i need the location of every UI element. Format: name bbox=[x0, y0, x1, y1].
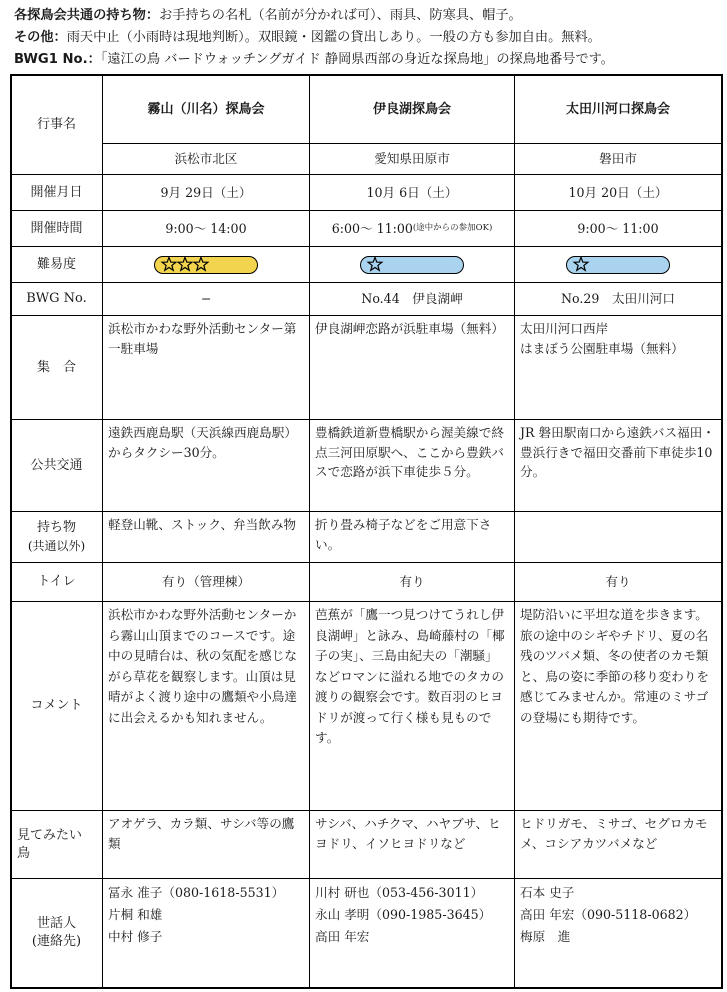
bwg-note bbox=[14, 50, 726, 70]
row-label-contact bbox=[11, 879, 102, 987]
row-label-bwg: BWG No. bbox=[26, 291, 87, 306]
event1-date: 9月 29日（土） bbox=[160, 184, 252, 200]
event2-name: 伊良湖探鳥会 bbox=[372, 101, 451, 117]
row-label-contact-line1: 世話人 bbox=[36, 916, 76, 931]
event3-bwg: No.29 太田川河口 bbox=[561, 291, 675, 307]
event1-time bbox=[103, 211, 309, 246]
star-icon bbox=[178, 257, 192, 270]
row-label-transport: 公共交通 bbox=[30, 457, 83, 473]
contact-person: 冨永 准子（080-1618-5531） bbox=[108, 885, 285, 900]
event1-toilet: 有り（管理棟） bbox=[161, 574, 251, 590]
bwg-note-text: 「遠江の鳥 バードウォッチングガイド 静岡県西部の身近な探鳥地」の探鳥地番号です。 bbox=[100, 52, 614, 67]
star-icon bbox=[368, 257, 382, 270]
row-label-items-line1: 持ち物 bbox=[36, 520, 76, 535]
contact-person: 片桐 和雄 bbox=[108, 907, 163, 922]
row-label-meet: 集 合 bbox=[36, 359, 76, 375]
common-items-text: お手持ちの名札（名前が分かれば可）、雨具、防寒具、帽子。 bbox=[159, 8, 522, 23]
event1-contacts bbox=[103, 879, 309, 987]
row-label-contact-line2: (連絡先) bbox=[31, 934, 82, 949]
event1-name: 霧山（川名）探鳥会 bbox=[147, 101, 265, 117]
bwg-note-label: BWG1 No.： bbox=[14, 52, 101, 67]
event1-items: 軽登山靴、ストック、弁当飲み物 bbox=[108, 517, 297, 532]
row-label-items-line2: (共通以外) bbox=[27, 539, 86, 553]
common-items-note bbox=[14, 6, 726, 26]
event1-bwg: − bbox=[200, 291, 212, 307]
row-label-event: 行事名 bbox=[36, 117, 76, 132]
star-icon bbox=[162, 257, 176, 270]
meet-line: 伊良湖岬恋路が浜駐車場（無料） bbox=[315, 321, 504, 336]
event2-toilet: 有り bbox=[399, 574, 425, 590]
event2-difficulty bbox=[310, 247, 514, 282]
row-label-date: 開催月日 bbox=[30, 184, 83, 200]
contact-person: 永山 孝明（090-1985-3645） bbox=[315, 907, 492, 922]
row-label-toilet: トイレ bbox=[37, 574, 76, 589]
other-label: その他： bbox=[14, 30, 67, 45]
event2-comment: 芭蕉が「鷹一つ見つけてうれし伊良湖岬」と詠み、島崎藤村の「椰子の実」、三島由紀夫の「潮騒」などロマンに溢れる地でのタカの渡りの観察会です。数百羽のヒヨドリが渡って行く様も見ものです。 bbox=[315, 607, 505, 745]
event3-contacts bbox=[515, 879, 721, 987]
event3-difficulty bbox=[515, 247, 721, 282]
event3-transport: JR 磐田駅南口から遠鉄バス福田・豊浜行きで福田交番前下車徒歩10分。 bbox=[520, 425, 715, 479]
event1-transport: 遠鉄西鹿島駅（天浜線西鹿島駅）からタクシー30分。 bbox=[108, 425, 297, 460]
event1-difficulty bbox=[103, 247, 309, 282]
row-label-birds bbox=[11, 811, 102, 878]
time-range: 9:00〜 11:00 bbox=[577, 220, 659, 236]
star-icon bbox=[574, 257, 588, 270]
row-label-items bbox=[11, 512, 102, 562]
other-note bbox=[14, 28, 726, 48]
event2-birds: サシバ、ハチクマ、ハヤブサ、ヒヨドリ、イソヒヨドリなど bbox=[315, 816, 501, 851]
event3-toilet: 有り bbox=[605, 574, 631, 590]
row-label-birds-line1: 見てみたい bbox=[17, 827, 83, 843]
row-label-comment: コメント bbox=[30, 698, 83, 713]
event1-place: 浜松市北区 bbox=[174, 151, 238, 167]
event2-date: 10月 6日（土） bbox=[366, 184, 458, 200]
event3-meet bbox=[515, 316, 721, 419]
event3-date: 10月 20日（土） bbox=[568, 184, 668, 200]
contact-person: 高田 年宏 bbox=[315, 929, 370, 944]
difficulty-rating bbox=[154, 256, 258, 274]
difficulty-rating bbox=[360, 256, 464, 274]
other-text: 雨天中止（小雨時は現地判断）。双眼鏡・図鑑の貸出しあり。一般の方も参加自由。無料。 bbox=[66, 30, 601, 45]
contact-person: 梅原 進 bbox=[520, 929, 571, 944]
time-range: 9:00〜 14:00 bbox=[165, 220, 247, 236]
meet-line: はまぼう公園駐車場（無料） bbox=[520, 340, 684, 356]
event1-birds: アオゲラ、カラ類、サシバ等の鷹類 bbox=[108, 816, 295, 851]
event2-contacts bbox=[310, 879, 514, 987]
time-note: (途中からの参加OK) bbox=[412, 222, 493, 233]
meet-line: 太田川河口西岸 bbox=[520, 321, 609, 336]
event3-time bbox=[515, 211, 721, 246]
time-range: 6:00〜 11:00 bbox=[331, 220, 413, 236]
event2-meet bbox=[310, 316, 514, 419]
event1-comment: 浜松市かわな野外活動センターから霧山山頂までのコースです。途中の見晴台は、秋の気配を感じながら草花を観察します。山頂は見晴がよく渡り途中の鷹類や小鳥達に出会えるかも知れません。 bbox=[108, 607, 297, 725]
meet-line: 浜松市かわな野外活動センター第一駐車場 bbox=[108, 321, 297, 356]
event1-meet bbox=[103, 316, 309, 419]
row-label-time: 開催時間 bbox=[30, 220, 83, 236]
contact-person: 中村 修子 bbox=[108, 929, 163, 944]
event2-items: 折り畳み椅子などをご用意下さい。 bbox=[315, 517, 492, 552]
event2-transport: 豊橋鉄道新豊橋駅から渥美線で終点三河田原駅へ、ここから豊鉄バスで恋路が浜下車徒歩５分。 bbox=[315, 425, 504, 479]
contact-person: 川村 研也（053-456-3011） bbox=[315, 885, 484, 900]
contact-person: 石本 史子 bbox=[520, 885, 575, 900]
star-icon bbox=[194, 257, 208, 270]
row-label-difficulty: 難易度 bbox=[36, 256, 76, 272]
event3-birds: ヒドリガモ、ミサゴ、セグロカモメ、コシアカツバメなど bbox=[520, 816, 708, 851]
row-label-birds-line2: 鳥 bbox=[17, 845, 31, 861]
event2-time bbox=[310, 211, 514, 246]
event3-name: 太田川河口探鳥会 bbox=[565, 101, 670, 117]
contact-person: 高田 年宏（090-5118-0682） bbox=[520, 907, 697, 922]
event2-bwg: No.44 伊良湖岬 bbox=[361, 291, 463, 307]
event3-items bbox=[515, 512, 721, 562]
event2-place: 愛知県田原市 bbox=[374, 151, 450, 167]
common-items-label: 各探鳥会共通の持ち物： bbox=[14, 8, 160, 23]
event3-place: 磐田市 bbox=[599, 151, 637, 167]
event3-comment: 堤防沿いに平坦な道を歩きます。旅の途中のシギやチドリ、夏の名残のツバメ類、冬の使者のカモ類と、鳥の姿に季節の移り変わりを感じてみませんか。常連のミサゴの登場にも期待です。 bbox=[520, 607, 709, 725]
difficulty-rating bbox=[566, 256, 670, 274]
